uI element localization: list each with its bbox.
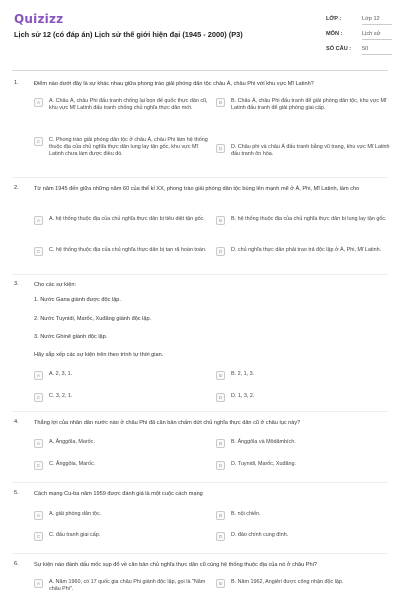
option-text: B. Năm 1962, Angiêri được công nhận độc lập.	[231, 579, 344, 585]
question-number: 3.	[14, 281, 19, 287]
option-text: B. nội chiến.	[231, 511, 261, 517]
question-text: Thắng lợi của nhân dân nước nào ở châu Phi đã căn bản chấm dứt chủ nghĩa thực dân cũ ở châu lục này?	[34, 420, 301, 426]
option-letter-badge: B	[216, 439, 225, 448]
event-item: 2. Nước Tuynidi, Marốc, Xuđăng giành độc lập.	[34, 316, 152, 322]
subject-underline	[362, 39, 392, 40]
option-text: B. Châu Á, châu Phi đấu tranh để giải phóng dân tộc, khu vực Mĩ Latinh đấu tranh để giải phóng giai cấp.	[231, 98, 387, 111]
class-value: Lớp 12	[362, 16, 380, 22]
option-letter-badge: A	[34, 579, 43, 588]
option-text: C. 3, 2, 1.	[49, 393, 73, 399]
option-text: C. hệ thống thuộc địa của chủ nghĩa thực dân bị tan rã hoàn toàn.	[49, 247, 207, 253]
instruction-text: Hãy sắp xếp các sự kiện trên theo trình tự thời gian.	[34, 352, 164, 358]
question-number: 1.	[14, 80, 19, 86]
option-text: C. Phong trào giải phóng dân tộc ở châu Á, châu Phi làm hệ thống thuộc địa của chủ nghĩa thực dân lung lay tận gốc, khu vực Mĩ Latinh chưa làm được điều đó.	[49, 137, 208, 157]
question-separator	[12, 177, 388, 178]
option-letter-badge: C	[34, 393, 43, 402]
option-text: D. 1, 3, 2.	[231, 393, 255, 399]
class-underline	[362, 24, 392, 25]
option-text: C. đấu tranh giai cấp.	[49, 532, 101, 538]
question-number: 2.	[14, 185, 19, 191]
option-letter-badge: A	[34, 371, 43, 380]
question-separator	[12, 411, 388, 412]
option-text: A. Châu Á, châu Phi đấu tranh chống lại bọn đế quốc thực dân cũ, khu vực Mĩ Latinh đấu tranh chống chủ nghĩa thực dân mới.	[49, 98, 208, 111]
option-letter-badge: A	[34, 511, 43, 520]
option-letter-badge: B	[216, 216, 225, 225]
option-letter-badge: B	[216, 98, 225, 107]
event-item: 1. Nước Gana giành được độc lập.	[34, 297, 121, 303]
option-letter-badge: C	[34, 247, 43, 256]
question-text: Từ năm 1945 đến giữa những năm 60 của thế kỉ XX, phong trào giải phóng dân tộc bùng lên mạnh mẽ ở Á, Phi, Mĩ Latinh, làm cho	[34, 186, 360, 192]
option-letter-badge: C	[34, 532, 43, 541]
option-text: C. Ănggôla, Marốc.	[49, 461, 96, 467]
option-text: A. 2, 3, 1.	[49, 371, 73, 377]
option-text: D. Châu phi và châu Á đấu tranh bằng vũ trang, khu vực Mĩ Latinh đấu tranh ôn hòa.	[231, 144, 390, 157]
option-letter-badge: A	[34, 98, 43, 107]
question-text: Điểm nào dưới đây là sự khác nhau giữa phong trào giải phóng dân tộc châu Á, châu Phi với khu vực Mĩ Latinh?	[34, 81, 314, 87]
option-text: A. Năm 1960, có 17 quốc gia châu Phi giành độc lập, gọi là "Năm châu Phi".	[49, 579, 206, 592]
count-underline	[362, 54, 392, 55]
event-item: 3. Nước Ghinê giành độc lập.	[34, 334, 108, 340]
document-title: Lịch sử 12 (có đáp án) Lịch sử thế giới hiện đại (1945 - 2000) (P3)	[14, 30, 243, 39]
option-text: A. Ănggôla, Marốc.	[49, 439, 95, 445]
option-letter-badge: D	[216, 461, 225, 470]
question-separator	[12, 553, 388, 554]
option-letter-badge: D	[216, 393, 225, 402]
count-value: 50	[362, 46, 369, 52]
count-label: SỐ CÂU :	[326, 46, 352, 52]
quizizz-logo: Quizizz	[14, 12, 64, 26]
question-number: 5.	[14, 490, 19, 496]
question-number: 4.	[14, 419, 19, 425]
option-text: D. Tuynidi, Marốc, Xuđăng.	[231, 461, 297, 467]
option-text: A. giải phóng dân tộc.	[49, 511, 102, 517]
question-text: Sự kiện nào đánh dấu mốc sụp đổ về căn bản chủ nghĩa thực dân cũ cùng hệ thống thuộc địa của nó ở châu Phi?	[34, 562, 317, 568]
option-text: D. đảo chính cung đình.	[231, 532, 289, 538]
class-label: LỚP :	[326, 16, 342, 22]
option-letter-badge: C	[34, 461, 43, 470]
option-letter-badge: A	[34, 216, 43, 225]
question-separator	[12, 274, 388, 275]
option-letter-badge: B	[216, 371, 225, 380]
subject-label: MÔN :	[326, 31, 343, 37]
option-text: A. hệ thống thuộc địa của chủ nghĩa thực dân bị tiêu diệt tận gốc.	[49, 216, 205, 222]
option-letter-badge: D	[216, 247, 225, 256]
option-letter-badge: B	[216, 579, 225, 588]
option-letter-badge: D	[216, 532, 225, 541]
option-letter-badge: B	[216, 511, 225, 520]
subject-value: Lịch sử	[362, 31, 381, 37]
option-letter-badge: A	[34, 439, 43, 448]
header-divider	[12, 70, 388, 71]
question-number: 6.	[14, 561, 19, 567]
question-text: Cho các sự kiện:	[34, 282, 76, 288]
question-text: Cách mạng Cu-ba năm 1959 được đánh giá là một cuộc cách mạng	[34, 491, 203, 497]
option-text: B. Ănggôla và Môdămbích.	[231, 439, 296, 445]
option-letter-badge: C	[34, 137, 43, 146]
option-text: D. chủ nghĩa thực dân phải trao trả độc lập ở Á, Phi, Mĩ Latinh.	[231, 247, 382, 253]
option-text: B. hệ thống thuộc địa của chủ nghĩa thực dân bị lung lay tận gốc.	[231, 216, 387, 222]
option-letter-badge: D	[216, 144, 225, 153]
option-text: B. 2, 1, 3.	[231, 371, 255, 377]
question-separator	[12, 482, 388, 483]
document-header	[0, 0, 400, 70]
